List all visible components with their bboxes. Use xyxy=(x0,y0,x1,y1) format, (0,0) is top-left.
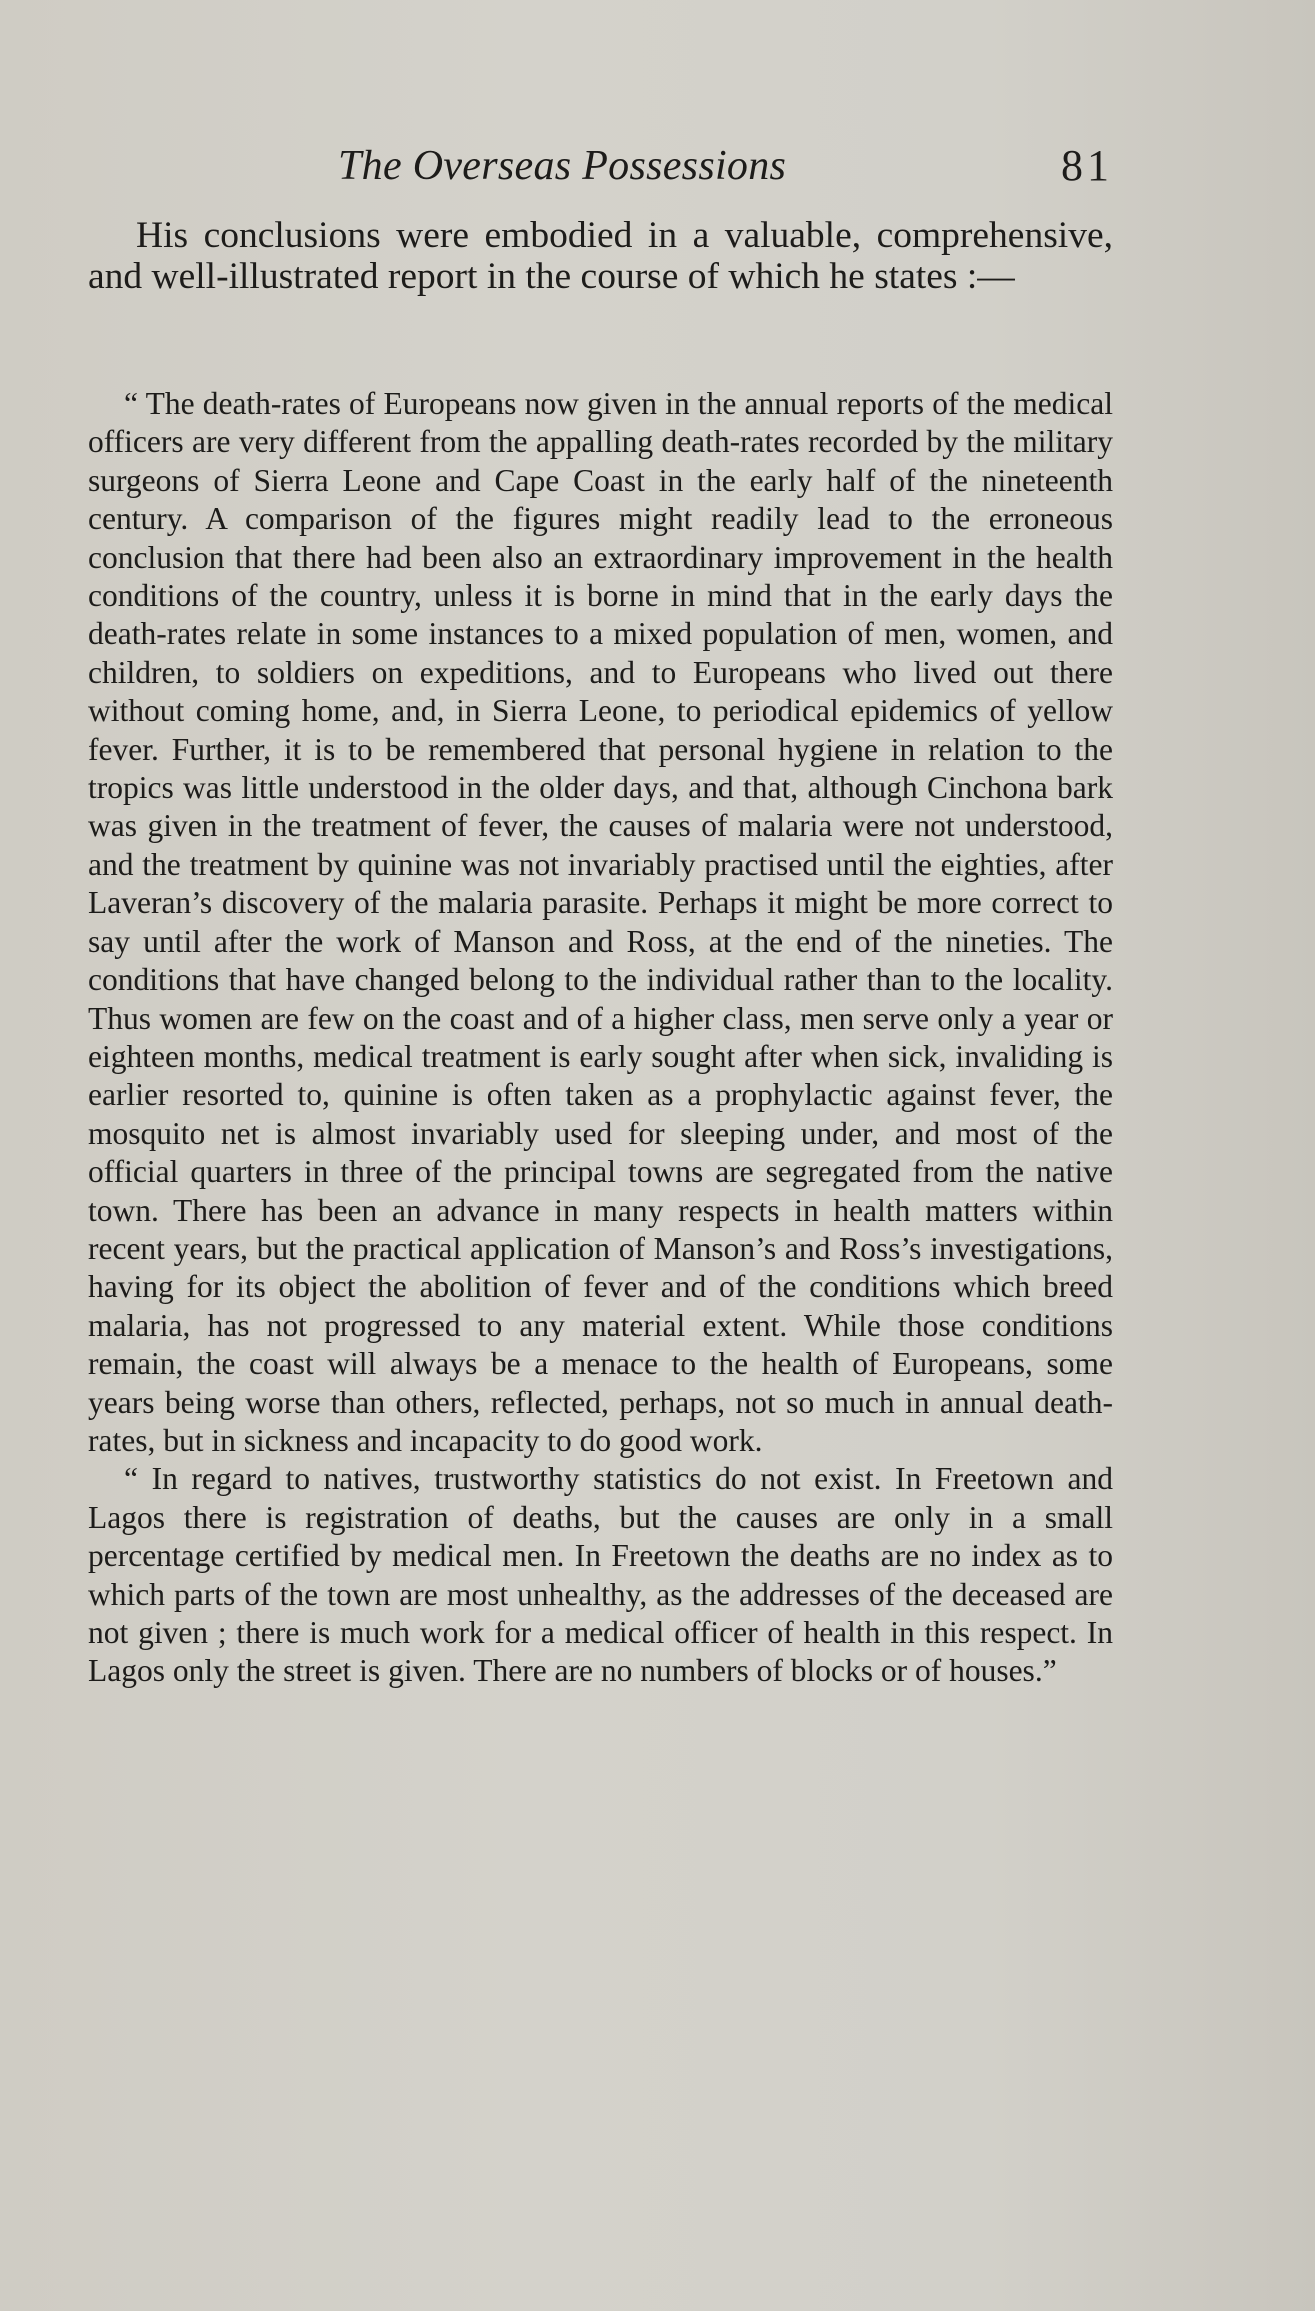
block-quote xyxy=(88,385,1113,1691)
page-number: 81 xyxy=(1061,141,1113,190)
quote-paragraph-2: “ In regard to natives, trustworthy statistics do not exist. In Freetown and Lagos there is registration of deaths, but the causes are only in a small percentage certified by medical men. In Freetown the deaths are no index as to which parts of the town are most unhealthy, as the addresses of the deceased are not given ; there is much work for a medical officer of health in this respect. In Lagos only the street is given. There are no numbers of blocks or of houses.” xyxy=(88,1461,1113,1689)
intro-paragraph: His conclusions were embodied in a valuable, comprehensive, and well-illustrated report in the course of which he states :— xyxy=(88,215,1113,297)
running-head xyxy=(88,136,1113,196)
quote-paragraph-1: “ The death-rates of Europeans now given in the annual reports of the medical officers are very different from the appalling death-rates recorded by the military surgeons of Sierra Leone and Cape Coast in the early half of the nineteenth century. A comparison of the figures might readily lead to the erroneous conclusion that there had been also an extraordinary improvement in the health conditions of the country, unless it is borne in mind that in the early days the death-rates relate in some instances to a mixed population of men, women, and children, to soldiers on expeditions, and to Europeans who lived out there without coming home, and, in Sierra Leone, to periodical epidemics of yellow fever. Further, it is to be remembered that personal hygiene in relation to the tropics was little understood in the older days, and that, although Cinchona bark was given in the treatment of fever, the causes of malaria were not understood, and the treatment by quinine was not invariably practised until the eighties, after Laveran’s discovery of the malaria parasite. Perhaps it might be more correct to say until after the work of Manson and Ross, at the end of the nineties. The conditions that have changed belong to the individual rather than to the locality. Thus women are few on the coast and of a higher class, men serve only a year or eighteen months, medical treatment is early sought after when sick, invaliding is earlier resorted to, quinine is often taken as a prophylactic against fever, the mosquito net is almost invariably used for sleeping under, and most of the official quarters in three of the principal towns are segregated from the native town. There has been an advance in many respects in health matters within recent years, but the practical application of Manson’s and Ross’s investigations, having for its object the abolition of fever and of the conditions which breed malaria, has not progressed to any material extent. While those conditions remain, the coast will always be a menace to the health of Europeans, some years being worse than others, reflected, perhaps, not so much in annual death-rates, but in sickness and incapacity to do good work. xyxy=(88,386,1113,1458)
running-title: The Overseas Possessions xyxy=(338,143,787,189)
